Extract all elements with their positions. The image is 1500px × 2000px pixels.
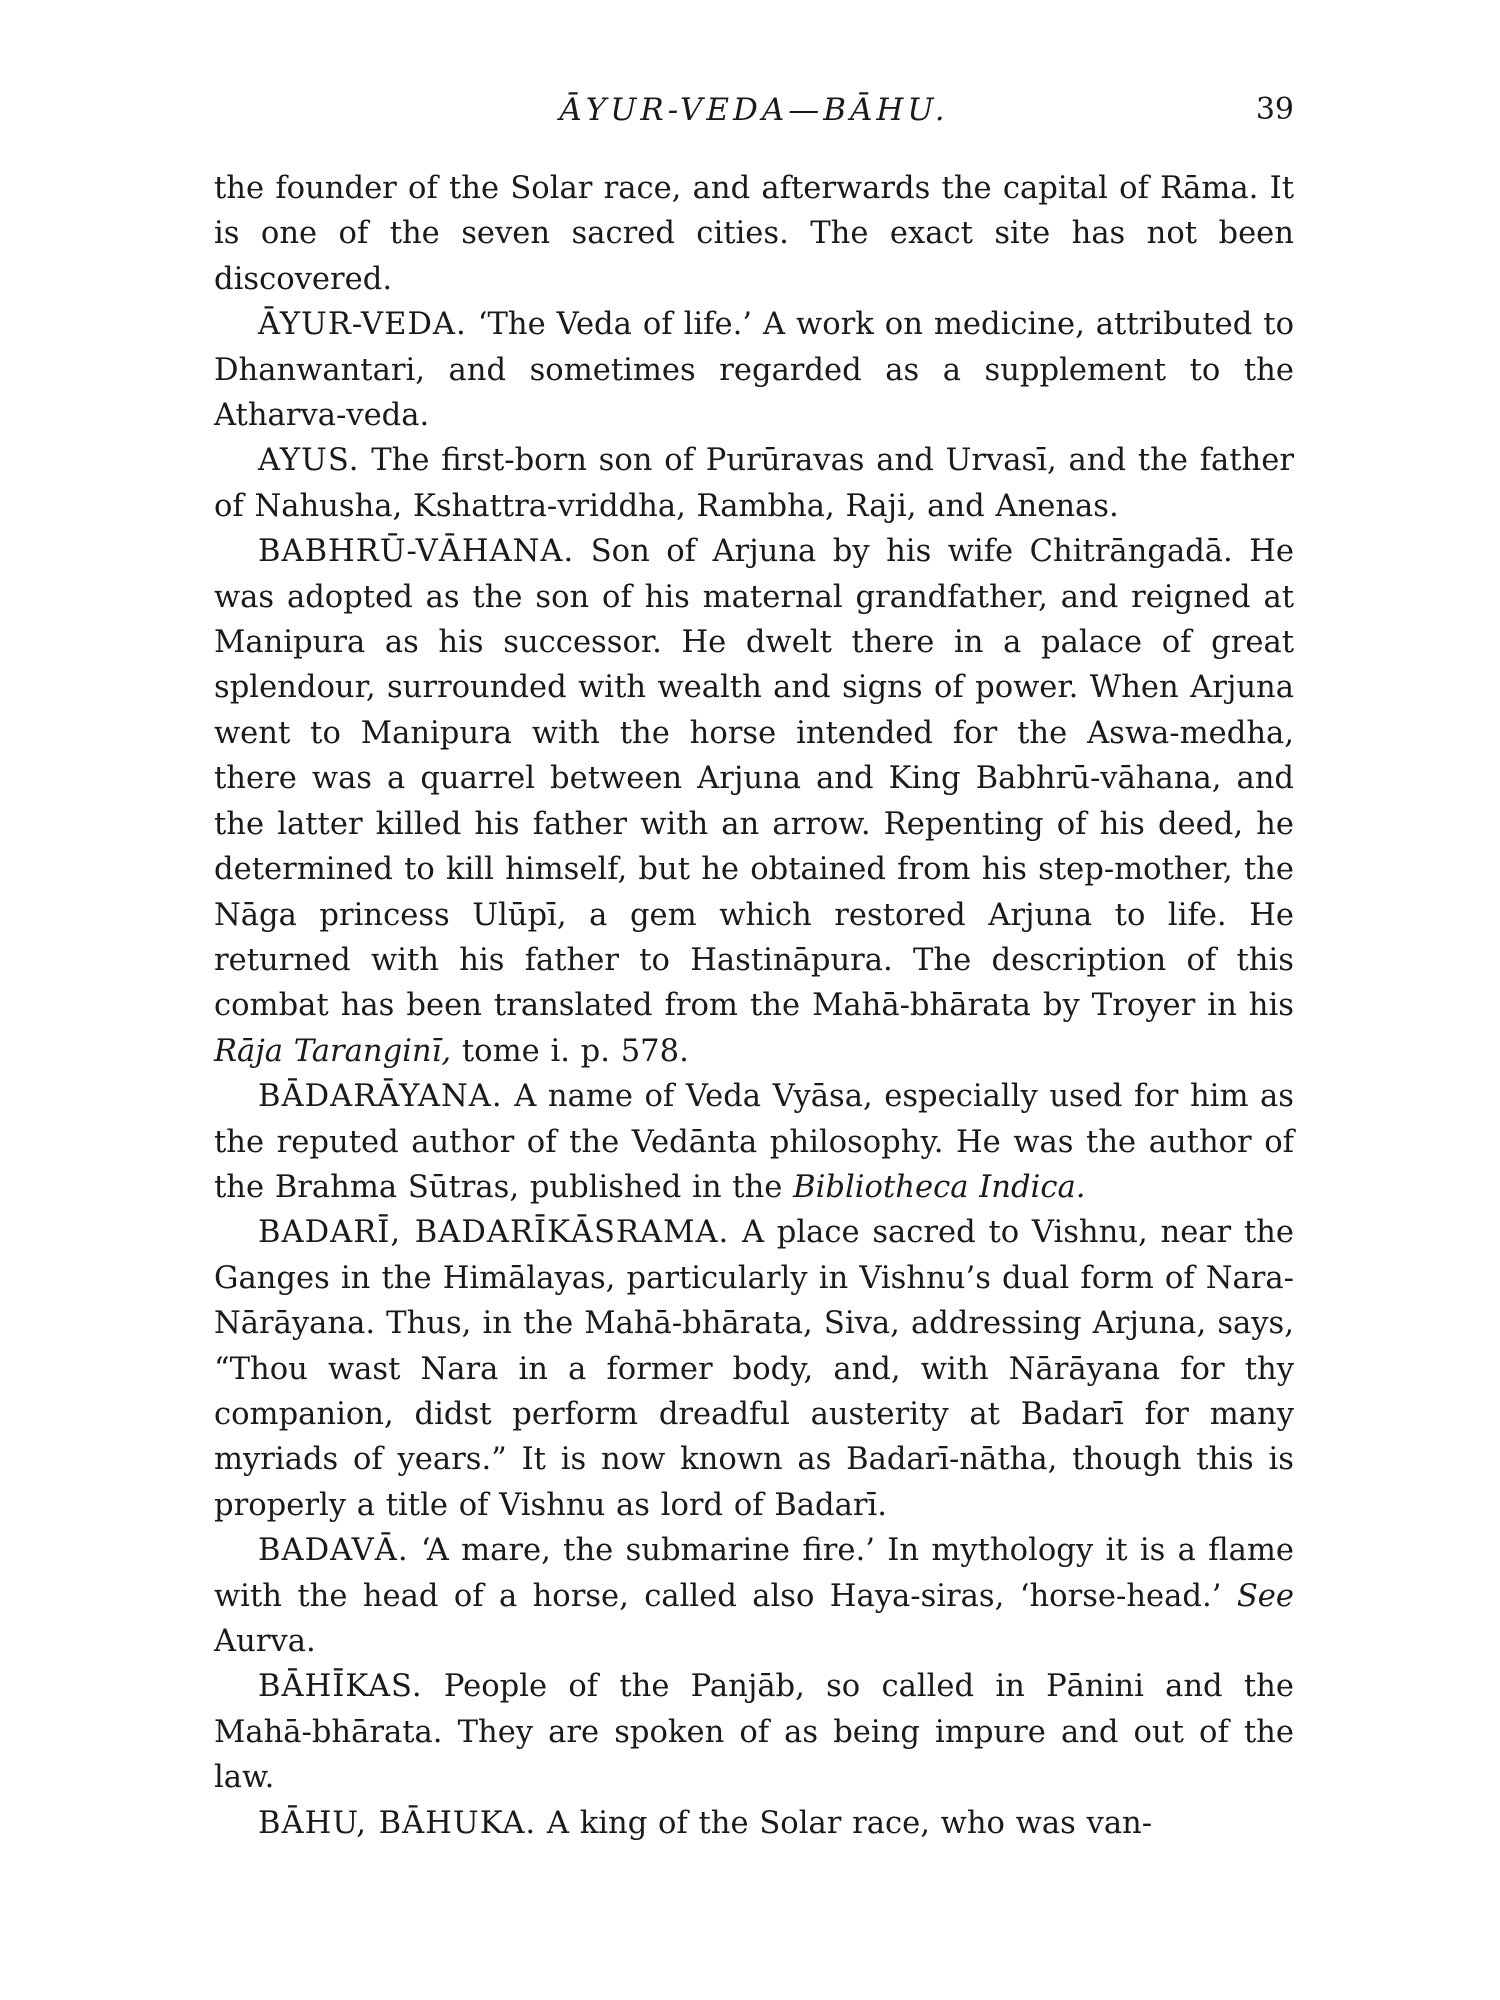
entry-ayur-veda [214, 302, 1294, 438]
entry-text: The first-born son of Purūravas and Urvasī, and the father of Nahusha, Kshattra-vriddha, Rambha, Raji, and Anenas. [214, 443, 1294, 524]
running-head: ĀYUR-VEDA—BĀHU. [559, 92, 949, 128]
entry-italic-title: Bibliotheca Indica. [793, 1169, 1086, 1205]
entry-tail: Aurva. [214, 1624, 316, 1659]
entry-badari [214, 1210, 1294, 1528]
entry-bahu [214, 1801, 1294, 1846]
entry-continuation [214, 166, 1294, 302]
entry-tail: tome i. p. 578. [461, 1033, 689, 1069]
page-body [214, 166, 1294, 1846]
entry-head: BĀHĪKAS. [258, 1669, 423, 1705]
entry-bahikas [214, 1664, 1294, 1800]
entry-text: the founder of the Solar race, and afterwards the capital of Rāma. It is one of the seven sacred cities. The exact site has not been discovered. [214, 171, 1294, 297]
entry-badarayana [214, 1074, 1294, 1210]
entry-head: ĀYUR-VEDA. [258, 307, 467, 343]
page-number: 39 [1255, 92, 1294, 127]
entry-italic-see: See [1236, 1578, 1294, 1614]
entry-head: BADARĪ, BADARĪKĀSRAMA. [258, 1215, 730, 1251]
entry-text: A place sacred to Vishnu, near the Ganges in the Himālayas, particularly in Vishnu’s dual form of Nara-Nārāyana. Thus, in the Mahā-bhārata, Siva, addressing Arjuna, says, “Thou wast Nara in a former body, and, with Nārāyana for thy companion, didst perform dreadful austerity at Badarī for many myriads of years.” It is now known as Badarī-nātha, though this is properly a title of Vishnu as lord of Badarī. [214, 1215, 1294, 1523]
entry-ayus [214, 438, 1294, 529]
entry-text: People of the Panjāb, so called in Pānini and the Mahā-bhārata. They are spoken of as being impure and out of the law. [214, 1669, 1294, 1796]
entry-text: A king of the Solar race, who was van- [546, 1805, 1153, 1841]
entry-text: A name of Veda Vyāsa, especially used for him as the reputed author of the Vedānta philosophy. He was the author of the Brahma Sūtras, published in the [214, 1079, 1294, 1205]
entry-italic-title: Rāja Taranginī, [214, 1033, 452, 1069]
entry-head: AYUS. [258, 443, 360, 479]
entry-head: BĀHU, BĀHUKA. [258, 1805, 537, 1841]
entry-head: BĀDARĀYANA. [258, 1079, 503, 1115]
page-header [214, 92, 1294, 142]
entry-badava [214, 1528, 1294, 1664]
book-page [214, 92, 1294, 1972]
entry-head: BADAVĀ. [258, 1533, 409, 1569]
entry-text: Son of Arjuna by his wife Chitrāngadā. He was adopted as the son of his maternal grandfather, and reigned at Manipura as his successor. He dwelt there in a palace of great splendour, surrounded with wealth and signs of power. When Arjuna went to Manipura with the horse intended for the Aswa-medha, there was a quarrel between Arjuna and King Babhrū-vāhana, and the latter killed his father with an arrow. Repenting of his deed, he determined to kill himself, but he obtained from his step-mother, the Nāga princess Ulūpī, a gem which restored Arjuna to life. He returned with his father to Hastināpura. The description of this combat has been translated from the Mahā-bhārata by Troyer in his [214, 534, 1294, 1024]
entry-babhru-vahana [214, 529, 1294, 1074]
entry-head: BABHRŪ-VĀHANA. [258, 534, 575, 570]
entry-text: ‘The Veda of life.’ A work on medicine, attributed to Dhanwantari, and sometimes regarded as a supplement to the Atharva-veda. [214, 307, 1294, 434]
entry-text: ‘A mare, the submarine fire.’ In mythology it is a flame with the head of a horse, called also Haya-siras, ‘horse-head.’ [214, 1533, 1294, 1614]
